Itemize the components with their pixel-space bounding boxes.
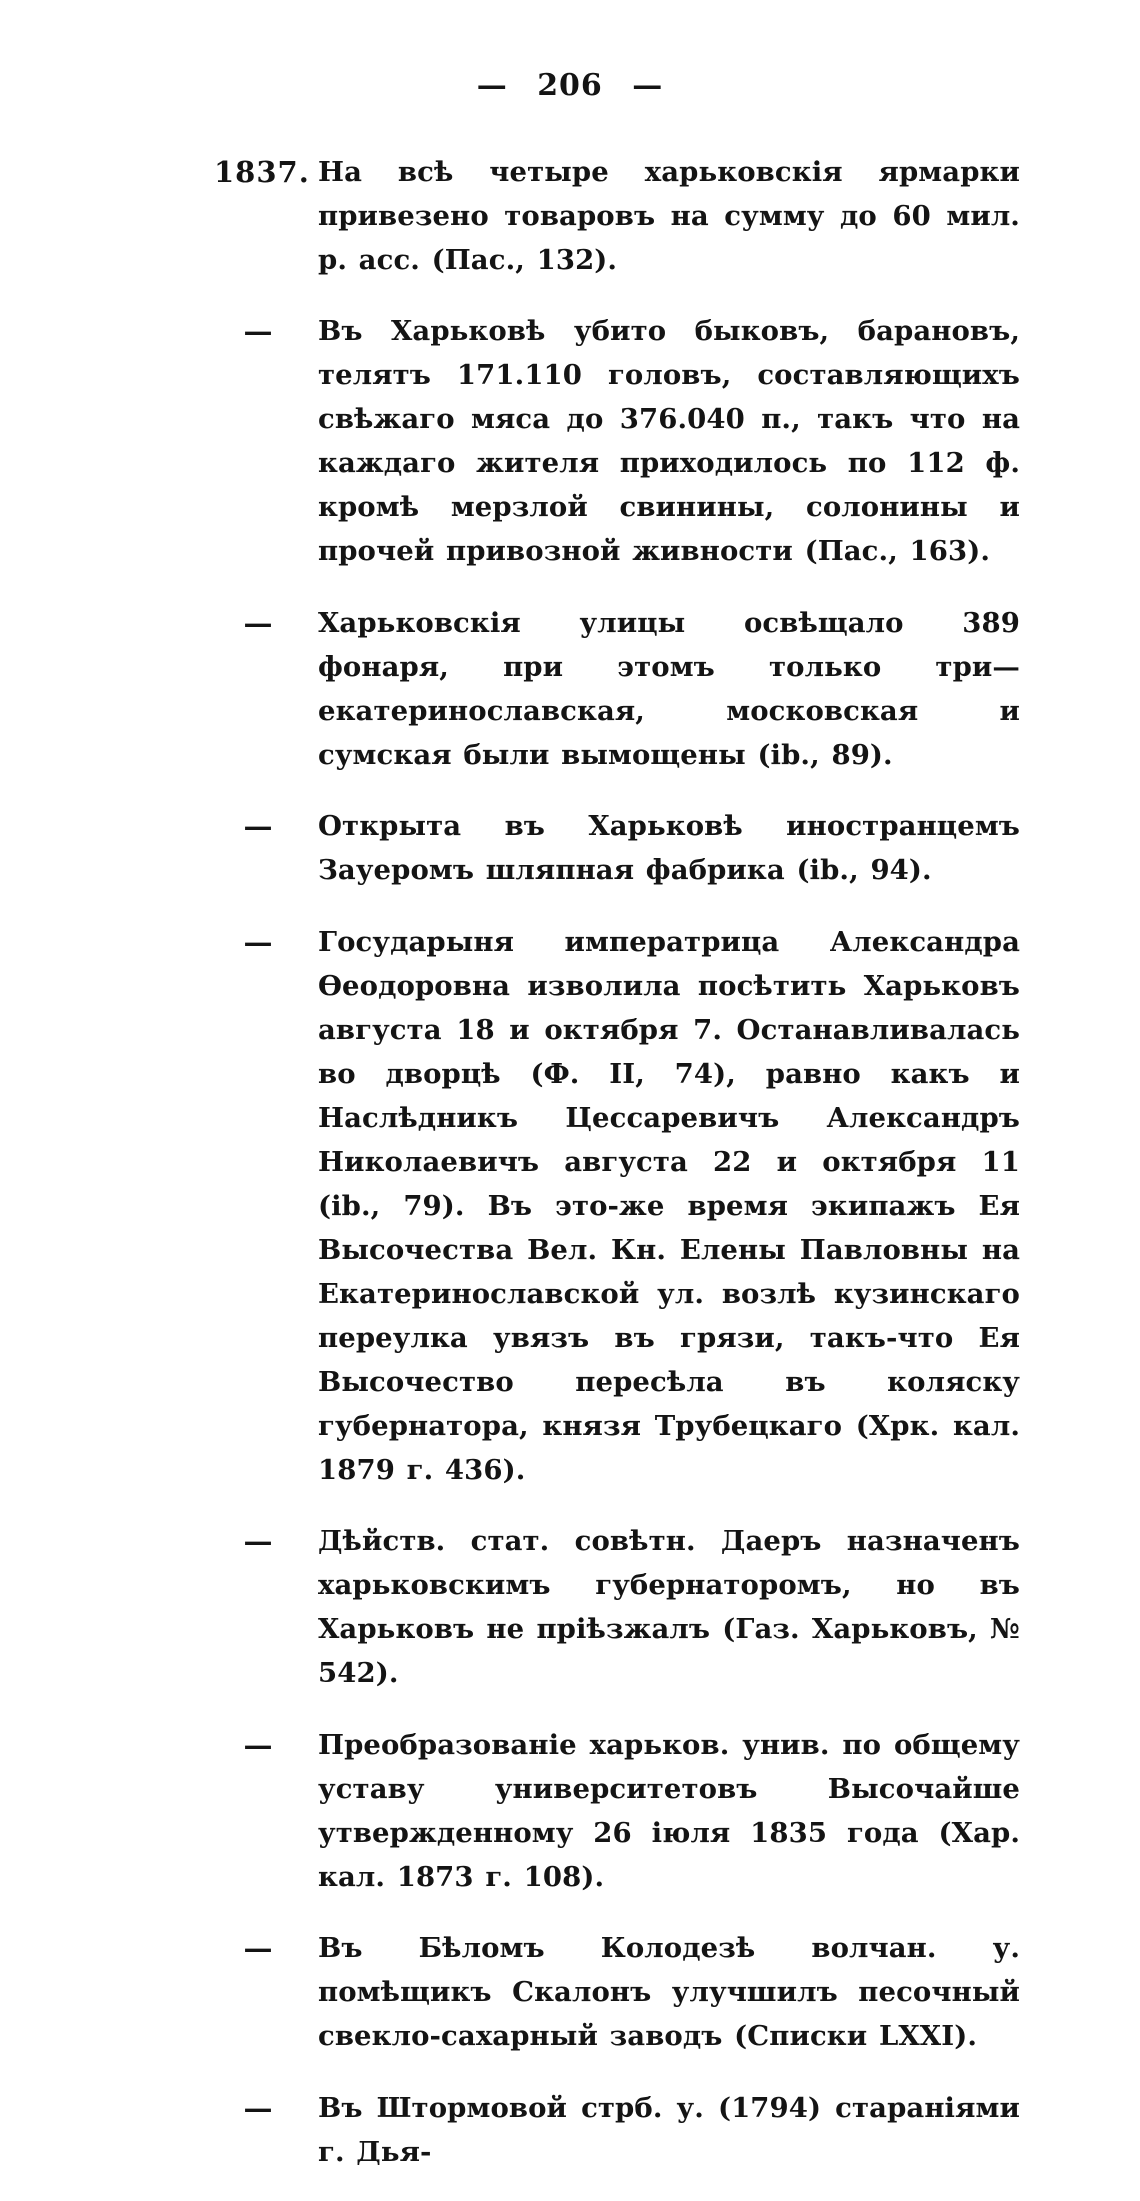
entry-text: Открыта въ Харьковѣ иностранцемъ Зауеромъ шляпная фабрика (ib., 94). bbox=[318, 810, 1020, 886]
entry-text: Преобразованіе харьков. унив. по общему уставу университетовъ Высочайше утвержденному 26 іюля 1835 года (Хар. кал. 1873 г. 108). bbox=[318, 1728, 1020, 1893]
entry-dash: — bbox=[243, 924, 273, 959]
entry-text: Въ Бѣломъ Колодезѣ волчан. у. помѣщикъ Скалонъ улучшилъ песочный свекло-сахарный заводъ (Списки LXXI). bbox=[318, 1932, 1020, 2052]
entry-dash: — bbox=[243, 1931, 273, 1965]
entry-year: 1837. bbox=[214, 154, 310, 189]
entry-dash: — bbox=[243, 1727, 273, 1762]
entry-1837-fairs bbox=[0, 150, 1140, 282]
page-number-dash-left: — bbox=[476, 68, 508, 103]
chronicle-entries bbox=[0, 122, 1140, 2201]
entry-dash: — bbox=[243, 314, 273, 348]
entry-street-lamps bbox=[0, 601, 1140, 777]
entry-dash: — bbox=[243, 2090, 273, 2125]
entry-dash: — bbox=[243, 1524, 273, 1558]
page-number bbox=[0, 68, 1140, 103]
entry-livestock bbox=[0, 309, 1140, 573]
entry-text: На всѣ четыре харьковскія ярмарки привезено товаровъ на сумму до 60 мил. р. асс. (Пас., 132). bbox=[318, 155, 1020, 276]
entry-governor-appointed bbox=[0, 1519, 1140, 1695]
entry-hat-factory bbox=[0, 804, 1140, 892]
page-number-value: 206 bbox=[537, 68, 603, 103]
entry-sugar-factory bbox=[0, 1926, 1140, 2058]
entry-text: Государыня императрица Александра Ѳеодоровна изволила посѣтить Харьковъ августа 18 и октября 7. Останавливалась во дворцѣ (Ф. II, 74), равно какъ и Наслѣдникъ Цессаревичъ Александръ Николаевичъ августа 22 и октября 11 (ib., 79). Въ это-же время экипажъ Ея Высочества Вел. Кн. Елены Павловны на Екатеринославской ул. возлѣ кузинскаго переулка увязъ въ грязи, такъ-что Ея Высочество пересѣла въ коляску губернатора, князя Трубецкаго (Хрк. кал. 1879 г. 436). bbox=[318, 925, 1020, 1486]
entry-empress-visit bbox=[0, 920, 1140, 1492]
entry-text: Дѣйств. стат. совѣтн. Даеръ назначенъ харьковскимъ губернаторомъ, но въ Харьковъ не пріѣзжалъ (Газ. Харьковъ, № 542). bbox=[318, 1525, 1020, 1689]
entry-shtormovaya bbox=[0, 2086, 1140, 2174]
entry-university-reform bbox=[0, 1723, 1140, 1899]
entry-text: Въ Штормовой стрб. у. (1794) стараніями г. Дья- bbox=[318, 2091, 1020, 2168]
entry-text: Въ Харьковѣ убито быковъ, барановъ, телятъ 171.110 головъ, составляющихъ свѣжаго мяса до 376.040 п., такъ что на каждаго жителя приходилось по 112 ф. кромѣ мерзлой свинины, солонины и прочей привозной живности (Пас., 163). bbox=[318, 315, 1020, 567]
entry-text: Харьковскія улицы освѣщало 389 фонаря, при этомъ только три—екатеринославская, московская и сумская были вымощены (ib., 89). bbox=[318, 606, 1020, 771]
page-number-dash-right: — bbox=[632, 68, 664, 103]
entry-dash: — bbox=[243, 605, 273, 640]
entry-dash: — bbox=[243, 809, 273, 843]
